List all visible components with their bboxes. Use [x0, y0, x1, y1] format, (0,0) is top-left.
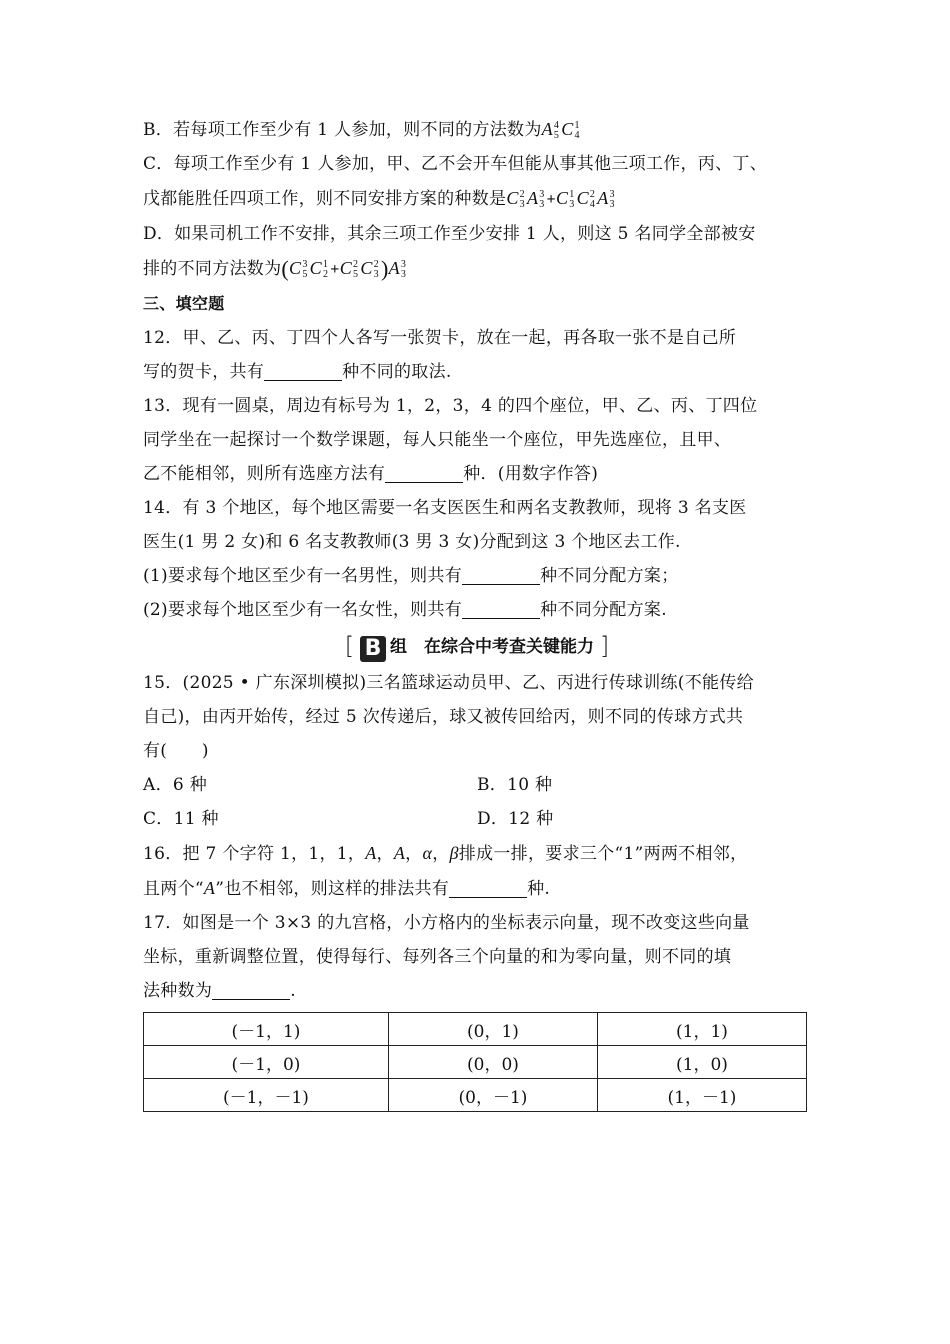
formula-d: (C 3 5 C 1 2 +C 2 5 C 2 3 )A 3 3 — [281, 256, 407, 281]
answer-blank — [385, 462, 463, 483]
group-title: 组 在综合中考查关键能力 — [390, 637, 594, 657]
vector-grid-table — [143, 1012, 807, 1112]
q15-option-b: B．10 种 — [477, 775, 553, 795]
left-bracket: [ — [344, 632, 355, 660]
table-cell: (1，1) — [598, 1013, 807, 1046]
q15-line3: 有( ) — [143, 741, 209, 761]
q15-options-cd — [143, 802, 811, 836]
q15-option-d: D．12 种 — [477, 809, 554, 829]
q15-option-a: A．6 种 — [143, 775, 207, 795]
option-c-line2: 戊都能胜任四项工作，则不同安排方案的种数是C 2 3 A 3 3 +C 1 3 C 2 4 A 3 3 — [143, 188, 615, 210]
table-row — [144, 1046, 807, 1079]
q16-symbol-a2: A — [393, 843, 406, 863]
section-heading: 三、填空题 — [143, 294, 225, 313]
table-cell: (0，0) — [389, 1046, 598, 1079]
q16-symbol-alpha: α — [422, 843, 433, 863]
group-b-banner — [143, 629, 811, 664]
answer-blank — [449, 877, 527, 898]
table-cell: (－1，1) — [144, 1013, 389, 1046]
option-d-line1: D．如果司机工作不安排，其余三项工作至少安排 1 人，则这 5 名同学全部被安 — [143, 224, 756, 244]
q13-line3: 乙不能相邻，则所有选座方法有 种．(用数字作答) — [143, 464, 599, 484]
table-row — [144, 1013, 807, 1046]
table-cell: (0，－1) — [389, 1079, 598, 1112]
answer-blank — [462, 564, 540, 585]
answer-blank — [212, 979, 290, 1000]
group-letter-badge: B — [360, 636, 386, 662]
option-d-line2: 排的不同方法数为(C 3 5 C 1 2 +C 2 5 C 2 3 )A 3 3 — [143, 256, 407, 281]
formula-c: C 2 3 A 3 3 +C 1 3 C 2 4 A 3 3 — [506, 188, 615, 210]
right-bracket: ] — [599, 632, 610, 660]
q16-symbol-beta: β — [449, 843, 459, 863]
option-c-line1: C．每项工作至少有 1 人参加，甲、乙不会开车但能从事其他三项工作，丙、丁、 — [143, 154, 768, 174]
q16-line2: 且两个“A”也不相邻，则这样的排法共有 种. — [143, 878, 551, 899]
table-cell: (1，0) — [598, 1046, 807, 1079]
table-cell: (0，1) — [389, 1013, 598, 1046]
q15-line1: 15．(2025 • 广东深圳模拟)三名篮球运动员甲、乙、丙进行传球训练(不能传给 — [143, 673, 754, 693]
answer-blank — [462, 598, 540, 619]
q15-line2: 自己)，由丙开始传，经过 5 次传递后，球又被传回给丙，则不同的传球方式共 — [143, 707, 744, 727]
q13-line1: 13．现有一圆桌，周边有标号为 1，2，3，4 的四个座位，甲、乙、丙、丁四位 — [143, 396, 758, 416]
q16-symbol-a: A — [203, 878, 216, 898]
q14-part2: (2)要求每个地区至少有一名女性，则共有 种不同分配方案. — [143, 600, 667, 620]
table-row — [144, 1079, 807, 1112]
q17-line2: 坐标，重新调整位置，使得每行、每列各三个向量的和为零向量，则不同的填 — [143, 947, 732, 967]
q12-line1: 12．甲、乙、丙、丁四个人各写一张贺卡，放在一起，再各取一张不是自己所 — [143, 328, 737, 348]
q15-option-c: C．11 种 — [143, 809, 219, 829]
answer-blank — [264, 360, 342, 381]
q15-options-ab — [143, 768, 811, 802]
q14-line1: 14．有 3 个地区，每个地区需要一名支医医生和两名支教教师，现将 3 名支医 — [143, 498, 747, 518]
document-page — [143, 112, 811, 1112]
formula-b: A 4 5 C 1 4 — [541, 119, 580, 141]
option-b: B．若每项工作至少有 1 人参加，则不同的方法数为A 4 5 C 1 4 — [143, 119, 580, 141]
q16-line1: 16．把 7 个字符 1，1，1，A，A，α，β排成一排，要求三个“1”两两不相邻， — [143, 843, 748, 864]
table-cell: (－1，－1) — [144, 1079, 389, 1112]
q16-symbols: A — [365, 843, 377, 863]
table-cell: (－1，0) — [144, 1046, 389, 1079]
table-cell: (1，－1) — [598, 1079, 807, 1112]
q17-line3: 法种数为 . — [143, 981, 296, 1001]
q14-line2: 医生(1 男 2 女)和 6 名支教教师(3 男 3 女)分配到这 3 个地区去工作. — [143, 532, 681, 552]
q17-line1: 17．如图是一个 3×3 的九宫格，小方格内的坐标表示向量，现不改变这些向量 — [143, 913, 750, 933]
q14-part1: (1)要求每个地区至少有一名男性，则共有 种不同分配方案； — [143, 566, 679, 586]
q13-line2: 同学坐在一起探讨一个数学课题，每人只能坐一个座位，甲先选座位，且甲、 — [143, 430, 732, 450]
q12-line2: 写的贺卡，共有 种不同的取法. — [143, 362, 452, 382]
